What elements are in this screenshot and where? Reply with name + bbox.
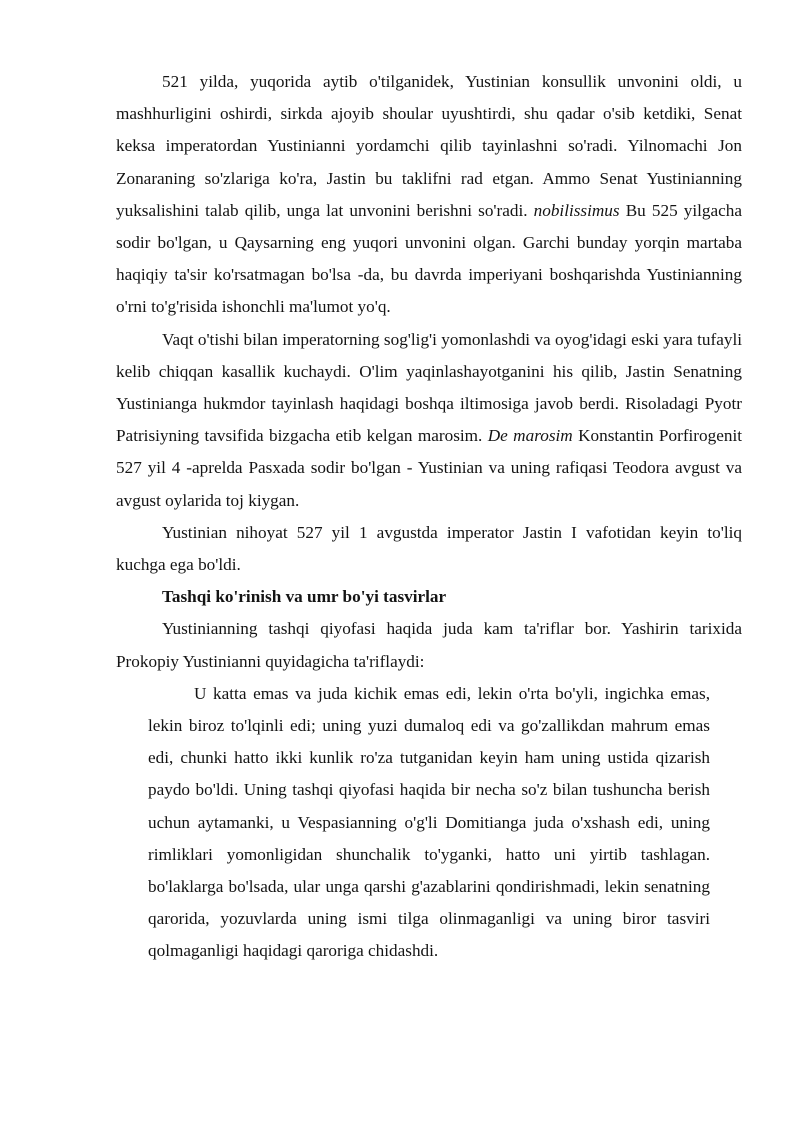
body-text: [116, 66, 742, 968]
paragraph-text: Konstantin Porfirogenit 527 yil 4 -aprelda Pasxada sodir bo'lgan - Yustinian va uning rafiqasi Teodora avgust va avgust oylarida toj kiygan.: [116, 426, 742, 510]
block-quote: [148, 678, 710, 968]
paragraph-text: Bu 525 yilgacha sodir bo'lgan, u Qaysarning eng yuqori unvonini olgan. Garchi bunday yorqin martaba haqiqiy ta'sir ko'rsatmagan bo'lsa -da, bu davrda imperiyani boshqarishda Yustinianning o'rni to'g'risida ishonchli ma'lumot yo'q.: [116, 200, 742, 317]
paragraph-text: Vaqt o'tishi bilan imperatorning sog'lig'i yomonlashdi va oyog'idagi eski yara tufayli kelib chiqqan kasallik kuchaydi. O'lim yaqinlashayotganini his qilib, Jastin Senatning Yustinianga hukmdor tayinlash haqidagi boshqa iltimosiga javob berdi. Risoladagi Pyotr Patrisiyning tavsifida bizgacha etib kelgan marosim.: [116, 329, 742, 446]
paragraph: [116, 324, 742, 517]
paragraph: Yustinian nihoyat 527 yil 1 avgustda imperator Jastin I vafotidan keyin to'liq kuchga ega bo'ldi.: [116, 522, 742, 575]
section-heading: Tashqi ko'rinish va umr bo'yi tasvirlar: [162, 587, 447, 607]
paragraph: Yustinianning tashqi qiyofasi haqida juda kam ta'riflar bor. Yashirin tarixida Prokopiy Yustinianni quyidagicha ta'riflaydi:: [116, 619, 742, 671]
italic-term: De marosim: [487, 426, 573, 446]
paragraph-text: 521 yilda, yuqorida aytib o'tilganidek, Yustinian konsullik unvonini oldi, u mashhurligini oshirdi, sirkda ajoyib shoular uyushtirdi, shu qadar o'sib ketdiki, Senat keksa imperatordan Yustinianni yordamchi qilib tayinlashni so'radi. Yilnomachi Jon Zonaraning so'zlariga ko'ra, Jastin bu taklifni rad etgan. Ammo Senat Yustinianning yuksalishini talab qilib, unga lat unvonini berishni so'radi.: [116, 72, 742, 220]
paragraph: [116, 66, 742, 324]
italic-term: nobilissimus: [533, 200, 620, 220]
quote-text: U katta emas va juda kichik emas edi, lekin o'rta bo'yli, ingichka emas, lekin biroz to'lqinli edi; uning yuzi dumaloq edi va go'zallikdan mahrum emas edi, chunki hatto ikki kunlik ro'za tutganidan keyin ham uning ustida qizarish paydo bo'ldi. Uning tashqi qiyofasi haqida bir necha so'z bilan tushuncha berish uchun aytamanki, u Vespasianning o'g'li Domitianga juda o'xshash edi, uning rimliklari yomonligidan shunchalik to'yganki, hatto uni yirtib tashlagan. bo'laklarga bo'lsada, ular unga qarshi g'azablarini qondirishmadi, lekin senatning qarorida, yozuvlarda uning ismi tilga olinmaganligi va uning biror tasviri qolmaganligi haqidagi qaroriga chidashdi.: [148, 683, 710, 961]
